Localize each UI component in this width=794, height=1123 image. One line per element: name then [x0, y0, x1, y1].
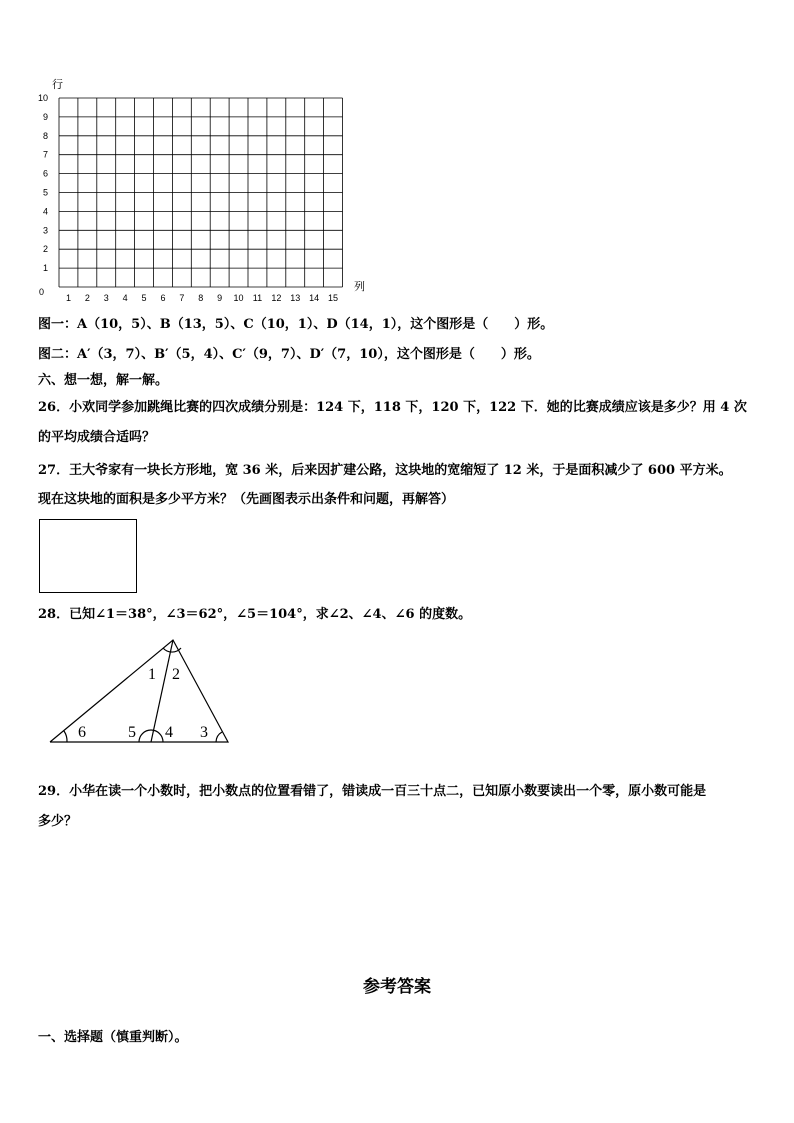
triangle-figure [45, 636, 235, 748]
col-tick-label: 1 [65, 293, 71, 303]
col-tick-label: 15 [328, 293, 339, 303]
q26-line2: 的平均成绩合适吗？ [38, 430, 156, 445]
angle-arc-6 [64, 731, 67, 742]
col-tick-label: 3 [103, 293, 109, 303]
angle-label-4: 4 [165, 724, 173, 741]
col-tick-label: 4 [122, 293, 128, 303]
col-tick-label: 12 [271, 293, 282, 303]
angle-label-5: 5 [128, 724, 136, 741]
q28-line: 28．已知∠1＝38°，∠3＝62°，∠5＝104°，求∠2、∠4、∠6 的度数。 [38, 607, 472, 622]
answers-title: 参考答案 [363, 977, 431, 997]
col-tick-label: 5 [141, 293, 147, 303]
q29-line2: 多少？ [38, 814, 78, 829]
angle-label-1: 1 [148, 666, 156, 683]
col-tick-label: 9 [217, 293, 223, 303]
col-tick-label: 7 [179, 293, 185, 303]
row-tick-label: 4 [43, 206, 49, 217]
col-tick-label: 13 [290, 293, 301, 303]
angle-label-3: 3 [200, 724, 208, 741]
figure2-question: 图二：A′（3，7）、B′（5，4）、C′（9，7）、D′（7，10），这个图形是（ ）形。 [38, 347, 540, 362]
section6-heading: 六、想一想，解一解。 [38, 373, 169, 388]
col-tick-label: 8 [198, 293, 204, 303]
row-tick-label: 9 [43, 111, 49, 122]
row-tick-label: 10 [38, 93, 49, 103]
q27-line1: 27．王大爷家有一块长方形地，宽 36 米，后来因扩建公路，这块地的宽缩短了 12 米，于是面积减少了 600 平方米。 [38, 463, 732, 478]
drawing-box [39, 519, 137, 593]
q26-line1: 26．小欢同学参加跳绳比赛的四次成绩分别是：124 下，118 下，120 下，122 下．她的比赛成绩应该是多少？用 4 次 [38, 400, 747, 415]
col-axis-label: 列 [354, 280, 365, 293]
col-tick-label: 10 [233, 293, 244, 303]
row-tick-label: 7 [43, 149, 49, 160]
section1-heading: 一、选择题（慎重判断）。 [38, 1030, 188, 1045]
origin-label: 0 [39, 287, 45, 297]
angle-arc-3 [216, 732, 222, 742]
coordinate-grid [30, 74, 380, 306]
row-axis-label: 行 [52, 78, 63, 91]
q29-line1: 29．小华在读一个小数时，把小数点的位置看错了，错读成一百三十点二，已知原小数要读出一个零，原小数可能是 [38, 784, 707, 799]
angle-label-6: 6 [78, 724, 86, 741]
row-tick-label: 1 [43, 263, 49, 274]
col-tick-label: 11 [252, 293, 263, 303]
row-tick-label: 3 [43, 225, 49, 236]
col-tick-label: 2 [84, 293, 90, 303]
row-tick-label: 5 [43, 187, 49, 198]
angle-label-2: 2 [172, 666, 180, 683]
row-tick-label: 6 [43, 168, 49, 179]
row-tick-label: 8 [43, 130, 49, 141]
figure1-question: 图一：A（10，5）、B（13，5）、C（10，1）、D（14，1），这个图形是（ ）形。 [38, 317, 554, 332]
col-tick-label: 14 [309, 293, 320, 303]
col-tick-label: 6 [160, 293, 166, 303]
grid-lines [59, 98, 343, 287]
row-tick-labels [38, 93, 48, 273]
q27-line2: 现在这块地的面积是多少平方米？（先画图表示出条件和问题，再解答） [38, 492, 455, 507]
col-tick-labels [66, 293, 338, 303]
row-tick-label: 2 [43, 244, 49, 255]
